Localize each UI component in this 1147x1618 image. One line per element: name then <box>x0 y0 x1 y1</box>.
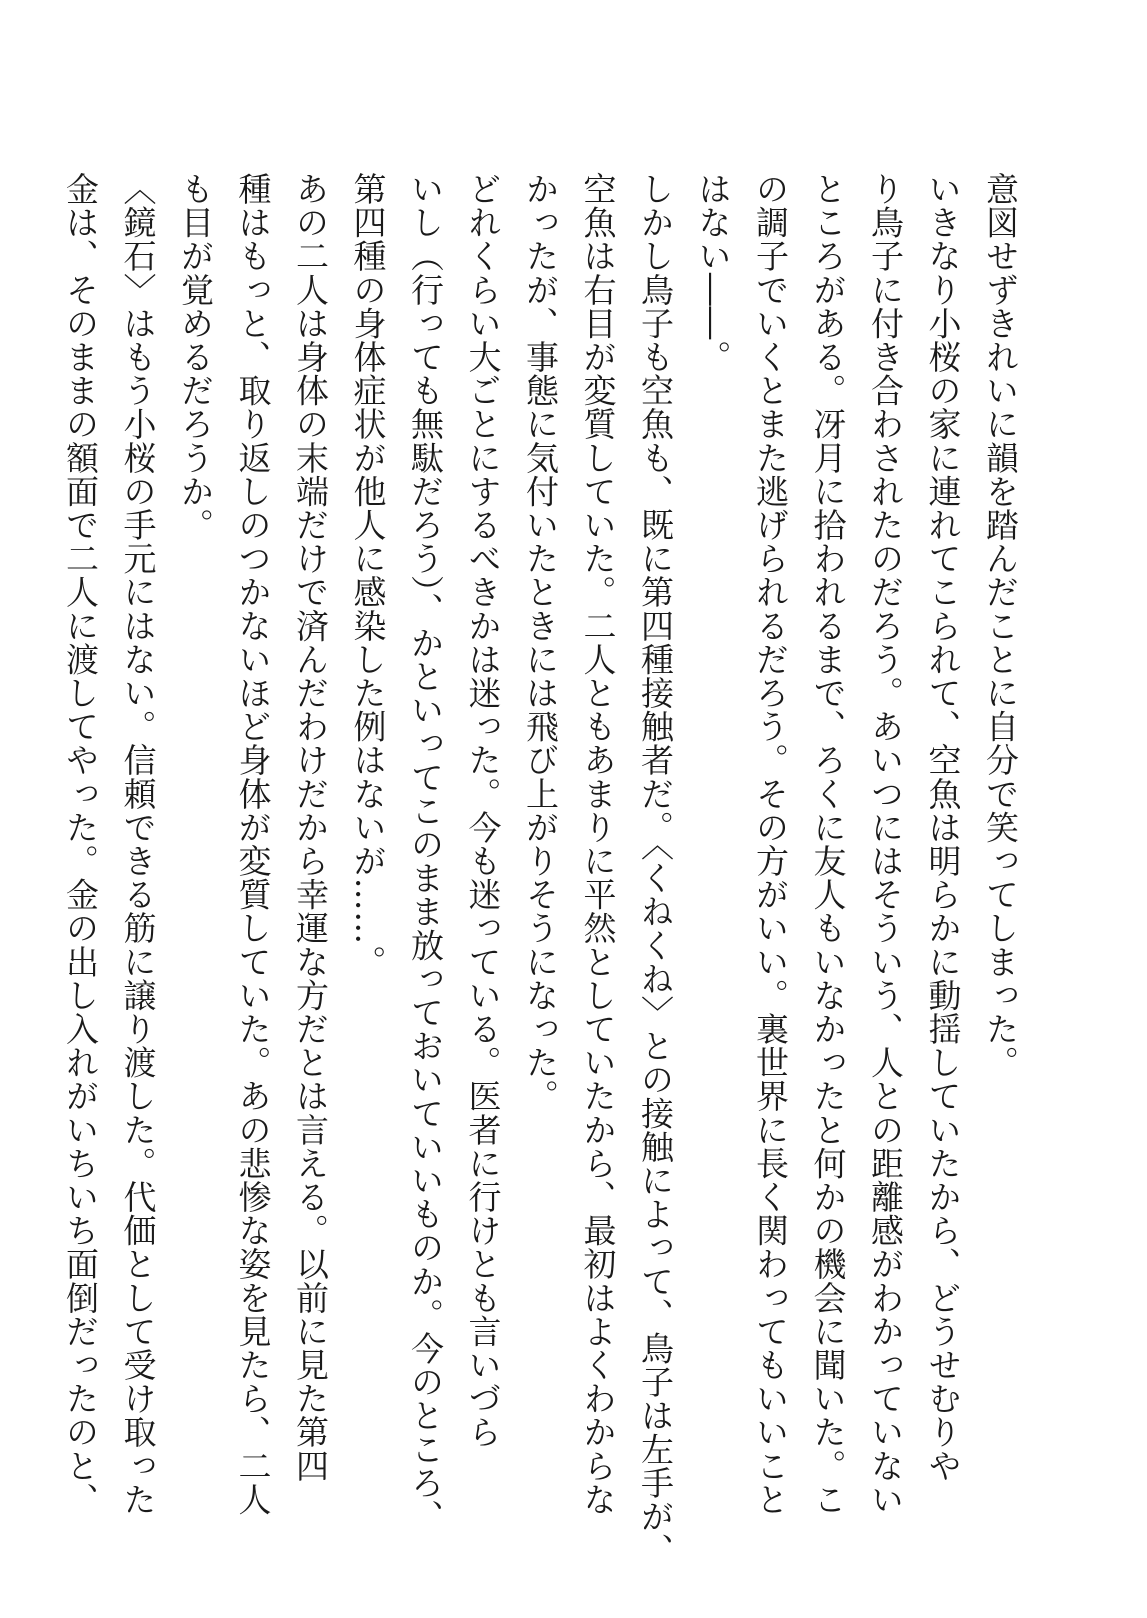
vertical-text-body <box>61 172 1029 1567</box>
text-line-10: どれくらい大ごとにするべきかは迷った。今も迷っている。医者に行けとも言いづら <box>463 172 503 1449</box>
text-line-16: 〈鏡石〉はもう小桜の手元にはない。信頼できる筋に譲り渡した。代価として受け取った <box>118 172 158 1516</box>
text-line-3: り鳥子に付き合わされたのだろう。あいつにはそういう、人との距離感がわかっていない <box>866 172 905 1516</box>
text-line-8: 空魚は右目が変質していた。二人ともあまりに平然としていたから、最初はよくわからな <box>578 172 618 1516</box>
text-line-5: の調子でいくとまた逃げられるだろう。その方がいい。裏世界に長く関わってもいいこと <box>751 172 790 1516</box>
text-line-4: ところがある。冴月に拾われるまで、ろくに友人もいなかったと何かの機会に聞いた。こ <box>808 172 848 1516</box>
text-line-12: 第四種の身体症状が他人に感染した例はないが……。 <box>348 172 388 979</box>
text-line-7: しかし鳥子も空魚も、既に第四種接触者だ。〈くねくね〉との接触によって、鳥子は左手が、 <box>636 172 675 1567</box>
text-line-13: あの二人は身体の末端だけで済んだわけだから幸運な方だとは言える。以前に見た第四 <box>291 172 330 1483</box>
text-line-15: も目が覚めるだろうか。 <box>176 172 215 542</box>
text-line-9: かったが、事態に気付いたときには飛び上がりそうになった。 <box>521 172 560 1113</box>
text-line-14: 種はもっと、取り返しのつかないほど身体が変質していた。あの悲惨な姿を見たら、二人 <box>233 172 273 1516</box>
text-line-2: いきなり小桜の家に連れてこられて、空魚は明らかに動揺していたから、どうせむりや <box>923 172 963 1483</box>
text-line-17: 金は、そのままの額面で二人に渡してやった。金の出し入れがいちいち面倒だったのと、 <box>61 172 100 1516</box>
text-line-11: いし（行っても無駄だろう）、かといってこのまま放っておいていいものか。今のところ、 <box>406 172 445 1534</box>
text-line-1: 意図せずきれいに韻を踏んだことに自分で笑ってしまった。 <box>981 172 1020 1080</box>
text-line-6: はない――。 <box>693 172 733 374</box>
